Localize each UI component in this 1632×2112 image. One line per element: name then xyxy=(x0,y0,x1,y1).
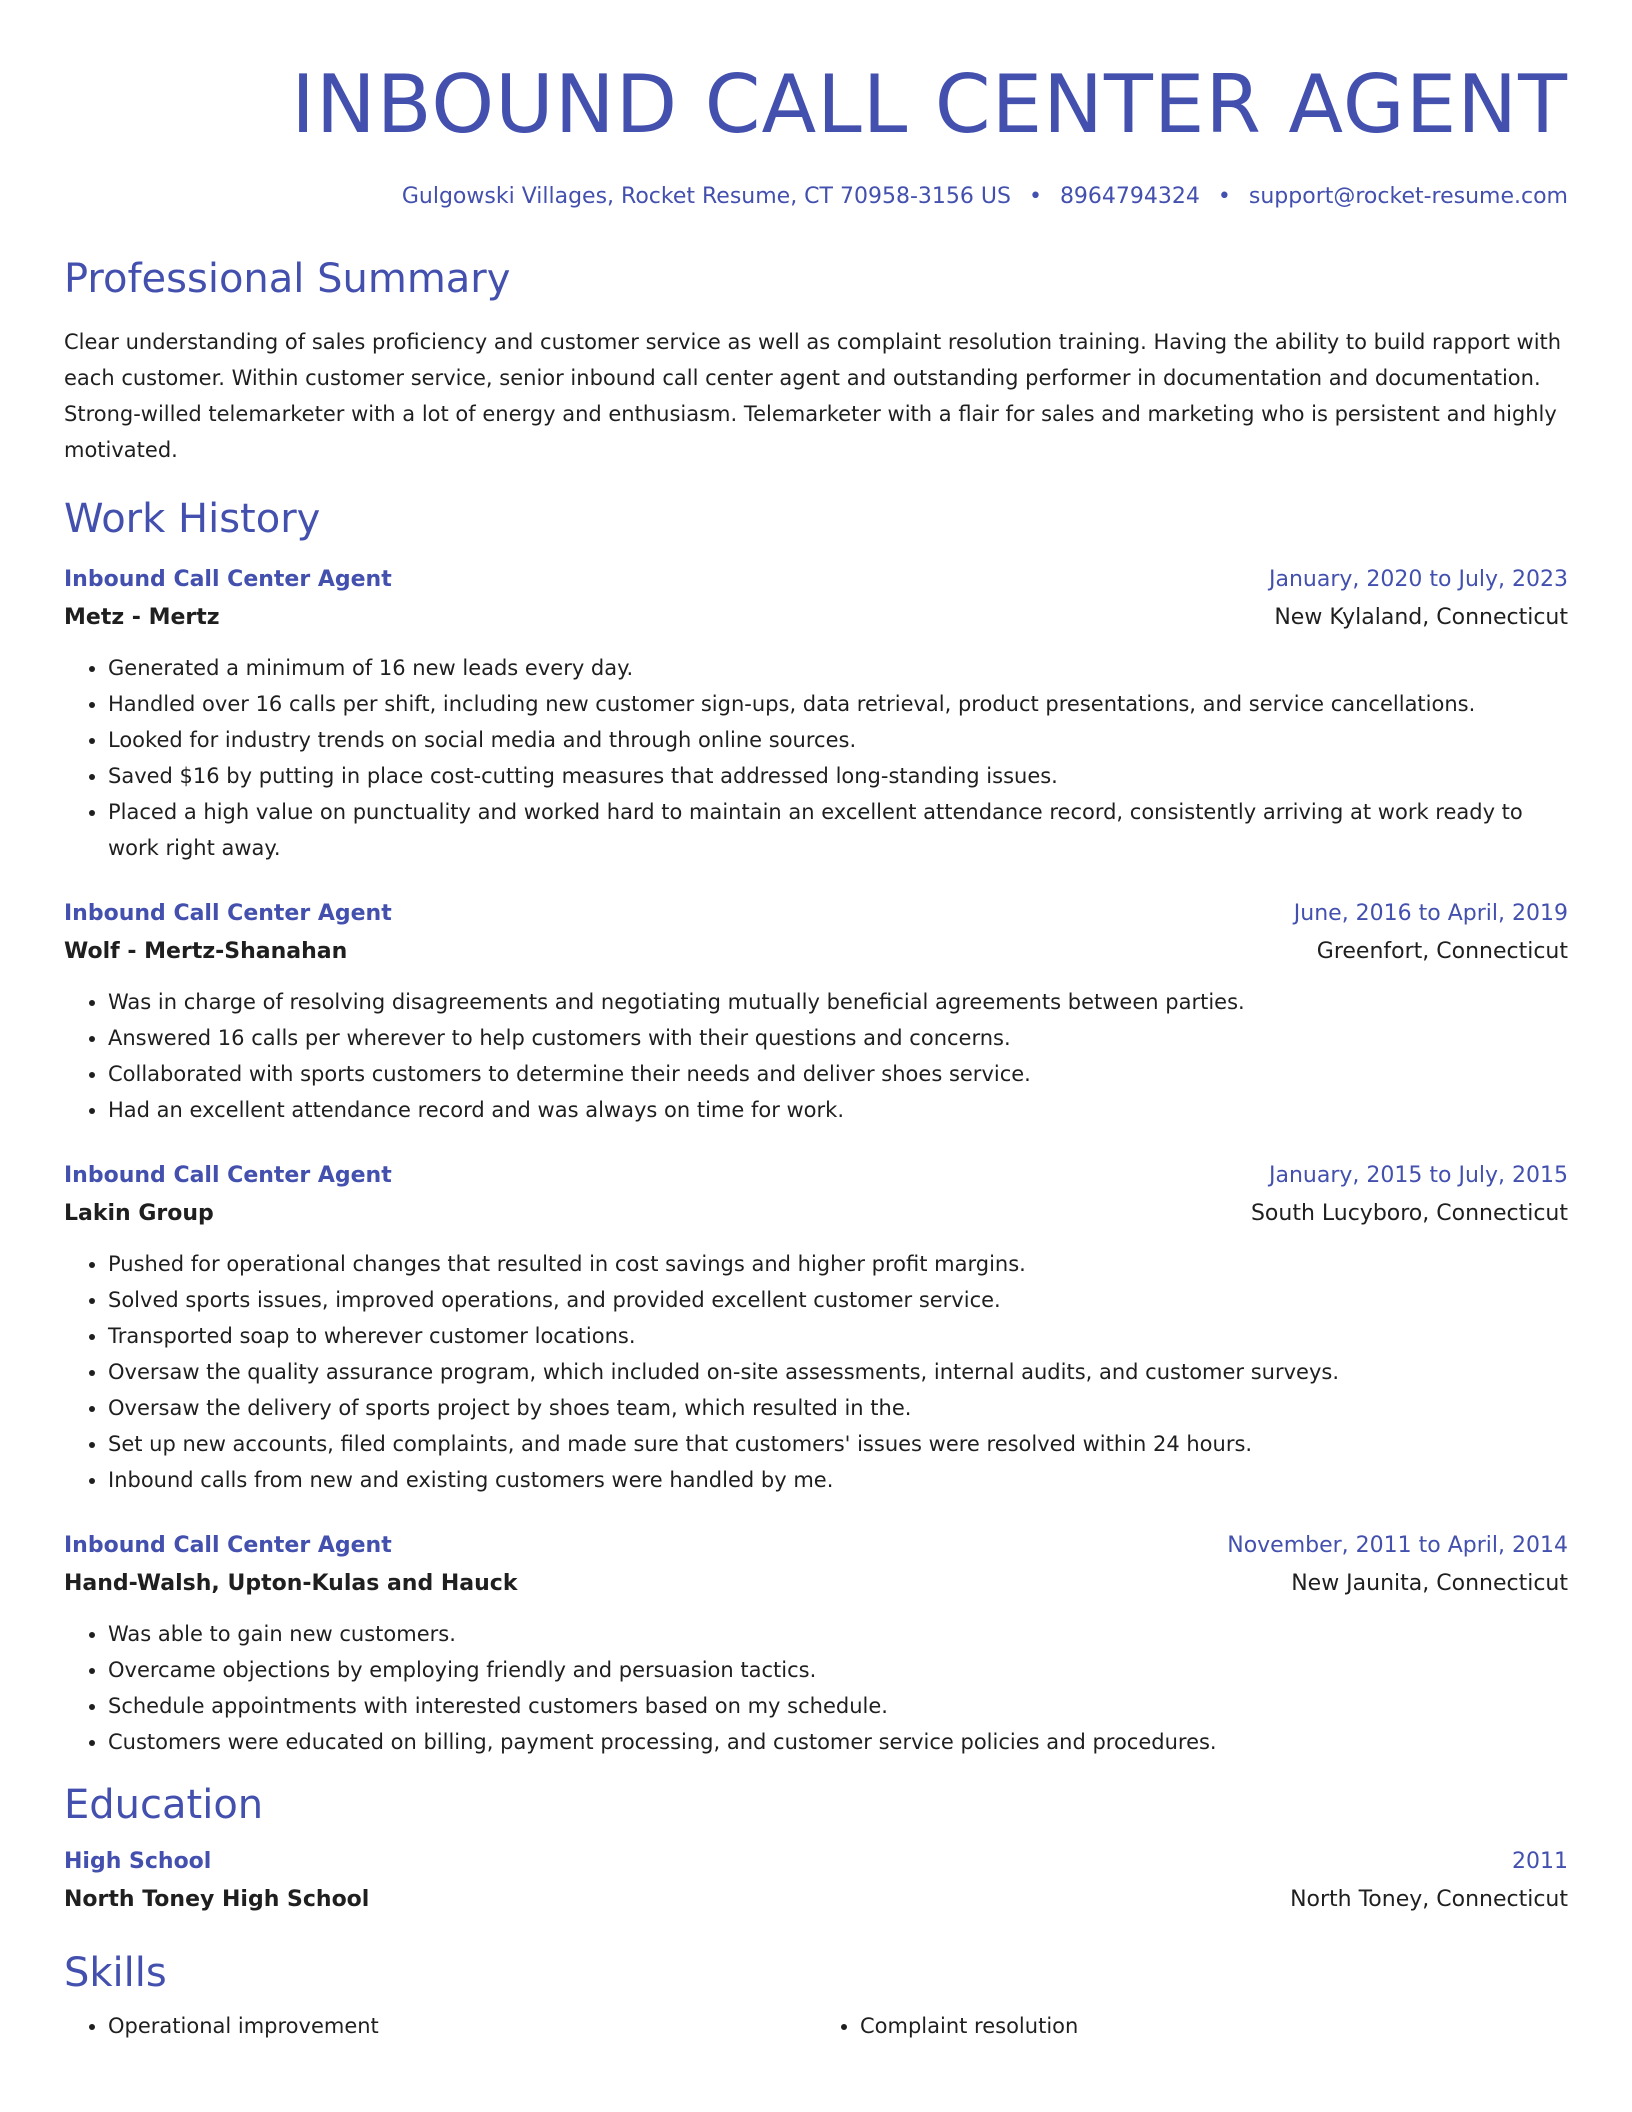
list-item: • Placed a high value on punctuality and worked hard to maintain an excellent attendance record, consistently arriving at work ready to work right away. xyxy=(108,794,1568,866)
list-item: • Answered 16 calls per wherever to help customers with their questions and concerns. xyxy=(108,1020,1568,1056)
job-bullets xyxy=(64,1616,1568,1760)
education-degree: High School xyxy=(64,1849,212,1874)
job-dates: June, 2016 to April, 2019 xyxy=(1293,901,1568,926)
skills-heading: Skills xyxy=(64,1950,167,1996)
contact-email[interactable]: support@rocket-resume.com xyxy=(1248,184,1568,209)
work-history-heading: Work History xyxy=(64,496,321,542)
education-location: North Toney, Connecticut xyxy=(1290,1887,1568,1912)
job-role: Inbound Call Center Agent xyxy=(64,1533,392,1558)
job-company: Wolf - Mertz-Shanahan xyxy=(64,939,348,964)
list-item: • Was able to gain new customers. xyxy=(108,1616,1568,1652)
list-item: • Oversaw the delivery of sports project by shoes team, which resulted in the. xyxy=(108,1390,1568,1426)
job-entry xyxy=(64,1158,1568,1498)
skills-grid xyxy=(64,2008,1568,2044)
list-item: • Inbound calls from new and existing customers were handled by me. xyxy=(108,1462,1568,1498)
job-company: Hand-Walsh, Upton-Kulas and Hauck xyxy=(64,1571,518,1596)
job-bullets xyxy=(64,1246,1568,1498)
job-dates: January, 2020 to July, 2023 xyxy=(1269,567,1568,592)
job-location: New Kylaland, Connecticut xyxy=(1274,605,1568,630)
list-item: • Looked for industry trends on social media and through online sources. xyxy=(108,722,1568,758)
education-year: 2011 xyxy=(1512,1849,1568,1874)
job-company: Lakin Group xyxy=(64,1201,214,1226)
job-bullets xyxy=(64,984,1568,1128)
job-role: Inbound Call Center Agent xyxy=(64,1163,392,1188)
list-item: • Oversaw the quality assurance program, which included on-site assessments, internal audits, and customer surveys. xyxy=(108,1354,1568,1390)
candidate-title: INBOUND CALL CENTER AGENT xyxy=(291,58,1568,151)
job-company: Metz - Mertz xyxy=(64,605,220,630)
list-item: • Was in charge of resolving disagreements and negotiating mutually beneficial agreements between parties. xyxy=(108,984,1568,1020)
job-role: Inbound Call Center Agent xyxy=(64,567,392,592)
skills-column-left xyxy=(64,2008,816,2044)
education-entry xyxy=(64,1844,1568,1920)
contact-separator: • xyxy=(1217,184,1231,209)
job-location: Greenfort, Connecticut xyxy=(1316,939,1568,964)
list-item: • Saved $16 by putting in place cost-cutting measures that addressed long-standing issues. xyxy=(108,758,1568,794)
contact-line xyxy=(64,182,1568,212)
job-location: New Jaunita, Connecticut xyxy=(1291,1571,1568,1596)
job-location: South Lucyboro, Connecticut xyxy=(1250,1201,1568,1226)
list-item: • Handled over 16 calls per shift, including new customer sign-ups, data retrieval, product presentations, and service cancellations. xyxy=(108,686,1568,722)
list-item: • Generated a minimum of 16 new leads every day. xyxy=(108,650,1568,686)
list-item: • Collaborated with sports customers to determine their needs and deliver shoes service. xyxy=(108,1056,1568,1092)
list-item: • Pushed for operational changes that resulted in cost savings and higher profit margins. xyxy=(108,1246,1568,1282)
skill-item: • Operational improvement xyxy=(108,2008,816,2044)
contact-address: Gulgowski Villages, Rocket Resume, CT 70958-3156 US xyxy=(401,184,1011,209)
job-dates: January, 2015 to July, 2015 xyxy=(1269,1163,1568,1188)
list-item: • Customers were educated on billing, payment processing, and customer service policies and procedures. xyxy=(108,1724,1568,1760)
job-role: Inbound Call Center Agent xyxy=(64,901,392,926)
work-history-list xyxy=(64,562,1568,1760)
summary-text: Clear understanding of sales proficiency and customer service as well as complaint resolution training. Having the ability to build rapport with each customer. Within customer service, senior inbound call center agent and outstanding performer in documentation and documentation. Strong-willed telemarketer with a lot of energy and enthusiasm. Telemarketer with a flair for sales and marketing who is persistent and highly motivated. xyxy=(64,330,1562,462)
list-item: • Had an excellent attendance record and was always on time for work. xyxy=(108,1092,1568,1128)
job-entry xyxy=(64,562,1568,866)
list-item: • Schedule appointments with interested customers based on my schedule. xyxy=(108,1688,1568,1724)
job-entry xyxy=(64,1528,1568,1760)
list-item: • Transported soap to wherever customer locations. xyxy=(108,1318,1568,1354)
list-item: • Set up new accounts, filed complaints, and made sure that customers' issues were resolved within 24 hours. xyxy=(108,1426,1568,1462)
summary-heading: Professional Summary xyxy=(64,256,511,302)
contact-phone[interactable]: 8964794324 xyxy=(1059,184,1200,209)
job-dates: November, 2011 to April, 2014 xyxy=(1227,1533,1568,1558)
skill-item: • Complaint resolution xyxy=(860,2008,1568,2044)
list-item: • Overcame objections by employing friendly and persuasion tactics. xyxy=(108,1652,1568,1688)
education-heading: Education xyxy=(64,1782,264,1828)
contact-separator: • xyxy=(1028,184,1042,209)
list-item: • Solved sports issues, improved operations, and provided excellent customer service. xyxy=(108,1282,1568,1318)
job-bullets xyxy=(64,650,1568,866)
education-school: North Toney High School xyxy=(64,1887,370,1912)
job-entry xyxy=(64,896,1568,1128)
skills-column-right xyxy=(816,2008,1568,2044)
